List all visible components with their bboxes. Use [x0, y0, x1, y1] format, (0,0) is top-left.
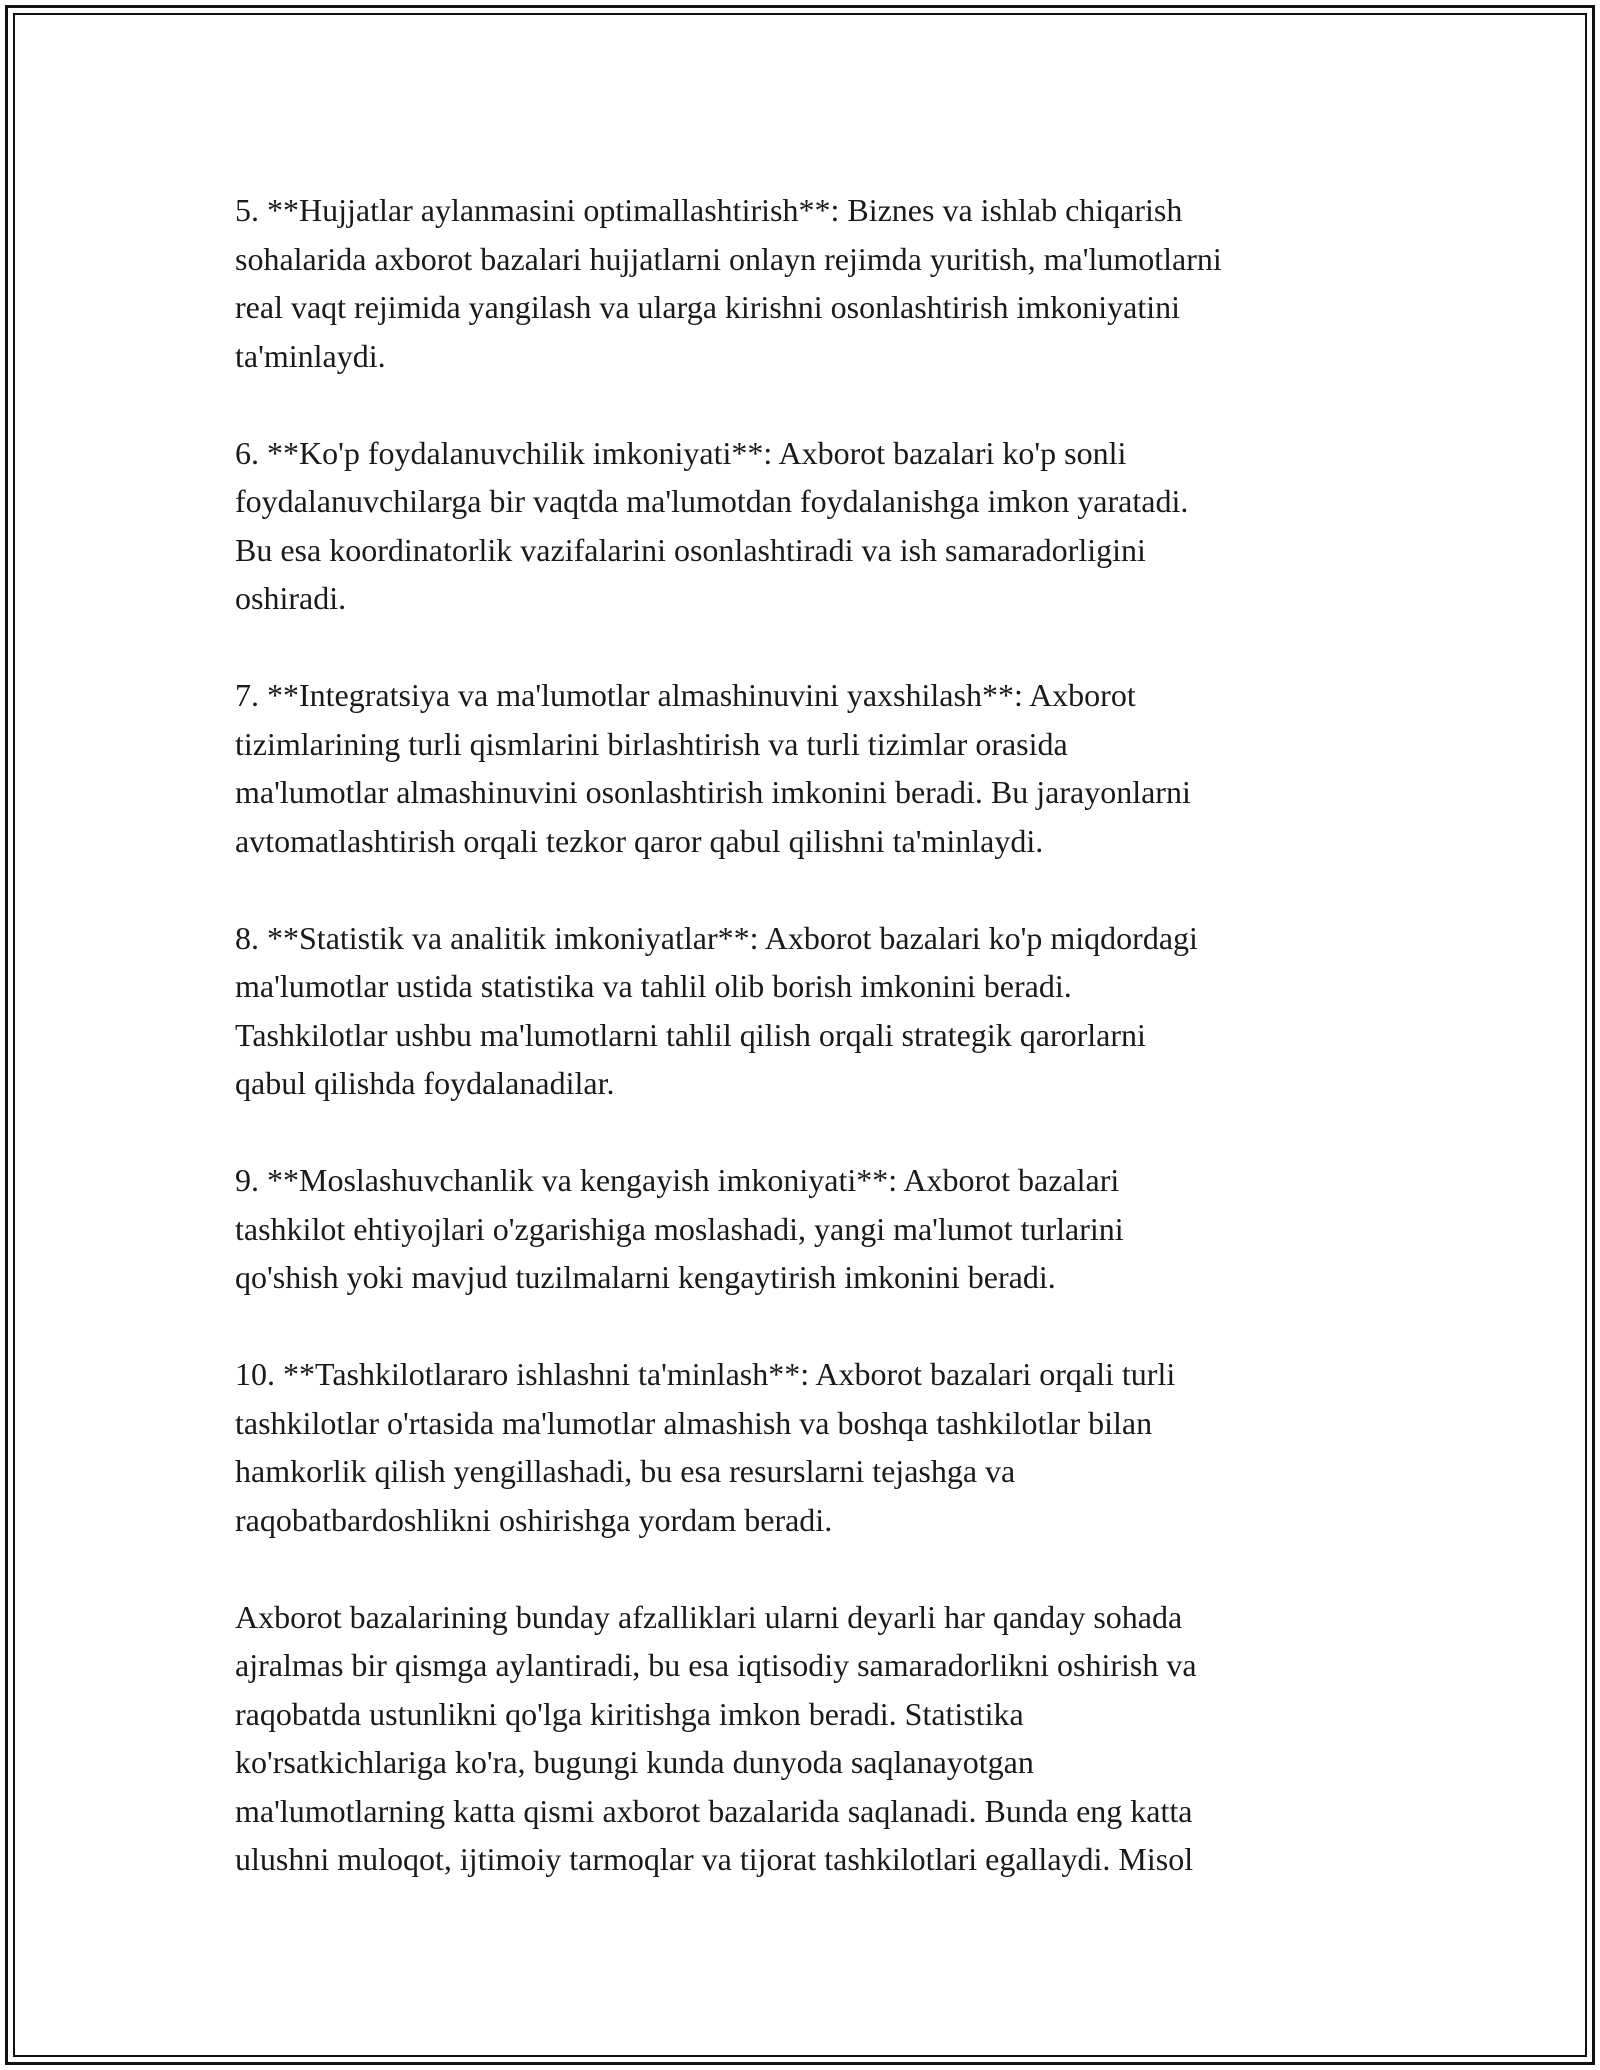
paragraph-item-7	[235, 671, 1395, 865]
text-line: foydalanuvchilarga bir vaqtda ma'lumotdan foydalanishga imkon yaratadi.	[235, 483, 1189, 519]
text-line: 10. **Tashkilotlararo ishlashni ta'minlash**: Axborot bazalari orqali turli	[235, 1356, 1176, 1392]
text-line: ma'lumotlar ustida statistika va tahlil olib borish imkonini beradi.	[235, 968, 1072, 1004]
text-line: 8. **Statistik va analitik imkoniyatlar**: Axborot bazalari ko'p miqdordagi	[235, 919, 1198, 956]
text-line: tashkilotlar o'rtasida ma'lumotlar almashish va boshqa tashkilotlar bilan	[235, 1404, 1153, 1441]
text-line: ma'lumotlarning katta qismi axborot bazalarida saqlanadi. Bunda eng katta	[235, 1792, 1193, 1829]
text-line: Tashkilotlar ushbu ma'lumotlarni tahlil qilish orqali strategik qarorlarni	[235, 1016, 1146, 1053]
paragraph-item-9	[235, 1156, 1395, 1302]
text-line: Axborot bazalarining bunday afzalliklari ularni deyarli har qanday sohada	[235, 1598, 1183, 1635]
text-line: avtomatlashtirish orqali tezkor qaror qabul qilishni ta'minlaydi.	[235, 822, 1044, 859]
paragraph-item-8	[235, 914, 1395, 1108]
text-line: ta'minlaydi.	[235, 337, 386, 374]
paragraph-conclusion	[235, 1593, 1395, 1884]
text-line: sohalarida axborot bazalari hujjatlarni onlayn rejimda yuritish, ma'lumotlarni	[235, 240, 1222, 277]
text-line: oshiradi.	[235, 580, 347, 616]
text-line: 9. **Moslashuvchanlik va kengayish imkoniyati**: Axborot bazalari	[235, 1162, 1120, 1198]
text-line: ma'lumotlar almashinuvini osonlashtirish imkonini beradi. Bu jarayonlarni	[235, 774, 1191, 810]
text-line: Bu esa koordinatorlik vazifalarini osonlashtiradi va ish samaradorligini	[235, 531, 1146, 568]
text-line: real vaqt rejimida yangilash va ularga kirishni osonlashtirish imkoniyatini	[235, 289, 1180, 325]
text-line: 6. **Ko'p foydalanuvchilik imkoniyati**: Axborot bazalari ko'p sonli	[235, 434, 1127, 471]
text-line: ulushni muloqot, ijtimoiy tarmoqlar va tijorat tashkilotlari egallaydi. Misol	[235, 1841, 1194, 1877]
text-line: 7. **Integratsiya va ma'lumotlar almashinuvini yaxshilash**: Axborot	[235, 677, 1136, 713]
text-line: qabul qilishda foydalanadilar.	[235, 1065, 615, 1101]
document-body	[235, 186, 1395, 1884]
text-line: ajralmas bir qismga aylantiradi, bu esa iqtisodiy samaradorlikni oshirish va	[235, 1647, 1197, 1683]
text-line: raqobatbardoshlikni oshirishga yordam beradi.	[235, 1501, 833, 1538]
text-line: raqobatda ustunlikni qo'lga kiritishga imkon beradi. Statistika	[235, 1695, 1024, 1732]
text-line: tashkilot ehtiyojlari o'zgarishiga moslashadi, yangi ma'lumot turlarini	[235, 1210, 1124, 1247]
text-line: qo'shish yoki mavjud tuzilmalarni kengaytirish imkonini beradi.	[235, 1259, 1056, 1295]
text-line: tizimlarining turli qismlarini birlashtirish va turli tizimlar orasida	[235, 725, 1068, 762]
text-line: 5. **Hujjatlar aylanmasini optimallashtirish**: Biznes va ishlab chiqarish	[235, 192, 1183, 228]
text-line: ko'rsatkichlariga ko'ra, bugungi kunda dunyoda saqlanayotgan	[235, 1744, 1034, 1780]
text-line: hamkorlik qilish yengillashadi, bu esa resurslarni tejashga va	[235, 1453, 1016, 1489]
paragraph-item-6	[235, 429, 1395, 623]
paragraph-item-10	[235, 1350, 1395, 1544]
paragraph-item-5	[235, 186, 1395, 380]
